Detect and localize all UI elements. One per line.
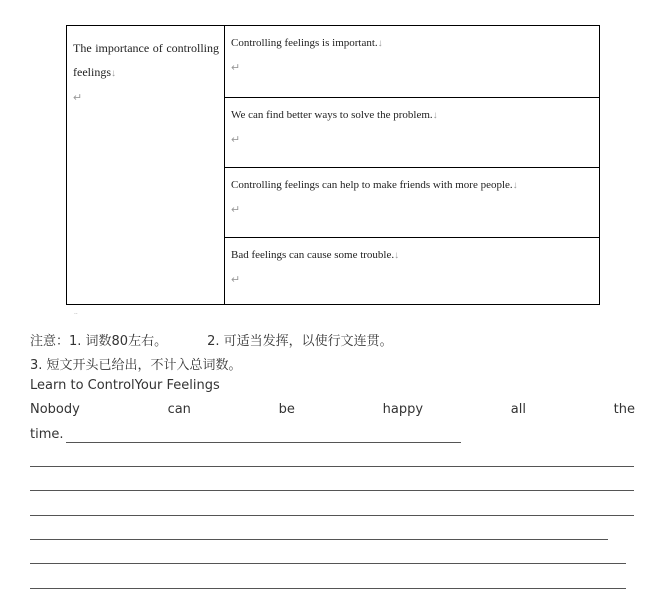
essay-word: happy (382, 402, 424, 417)
point-row (225, 97, 599, 167)
point-text: Controlling feelings can help to make friends with more people. (231, 179, 513, 191)
note-line-1 (30, 330, 393, 349)
answer-line[interactable] (30, 539, 608, 540)
point-row (225, 167, 599, 237)
essay-opening-line (30, 402, 635, 417)
point-row (225, 237, 599, 305)
essay-word: the (613, 402, 635, 417)
line-break-mark: ↓ (111, 68, 116, 79)
answer-line[interactable] (30, 466, 634, 467)
essay-word: Nobody (30, 402, 80, 417)
line-break-mark: ↓ (512, 180, 518, 191)
paragraph-mark: ↵ (231, 204, 241, 216)
anchor-mark: ·· (74, 311, 78, 318)
answer-line[interactable] (30, 563, 626, 564)
line-break-mark: ↓ (432, 110, 438, 121)
point-text: Bad feelings can cause some trouble. (231, 249, 395, 261)
topic-text-line2: feelings (73, 65, 111, 79)
answer-line[interactable] (30, 588, 626, 589)
note-coherence: 2. 可适当发挥，以使行文连贯。 (207, 334, 393, 349)
answer-line[interactable] (30, 490, 634, 491)
answer-line[interactable] (30, 515, 634, 516)
note-line-2: 3. 短文开头已给出，不计入总词数。 (30, 358, 242, 373)
point-text: Controlling feelings is important. (231, 37, 378, 49)
paragraph-mark: ↵ (231, 62, 241, 74)
outline-table (66, 25, 600, 305)
essay-word: all (510, 402, 526, 417)
point-row (225, 26, 599, 97)
paragraph-mark: ↵ (231, 134, 241, 146)
essay-word: can (167, 402, 191, 417)
essay-word: be (278, 402, 295, 417)
point-text: We can find better ways to solve the problem. (231, 109, 433, 121)
answer-line[interactable] (66, 442, 461, 443)
topic-text-line1: The importance of controlling (73, 41, 219, 55)
note-word-count: 注意：1. 词数80左右。 (30, 334, 168, 349)
topic-cell (67, 26, 225, 304)
line-break-mark: ↓ (377, 38, 383, 49)
essay-continuation: time. (30, 427, 64, 442)
line-break-mark: ↓ (394, 250, 400, 261)
paragraph-mark: ↵ (73, 92, 83, 104)
points-column (225, 26, 599, 304)
paragraph-mark: ↵ (231, 274, 241, 286)
essay-title: Learn to ControlYour Feelings (30, 378, 220, 393)
